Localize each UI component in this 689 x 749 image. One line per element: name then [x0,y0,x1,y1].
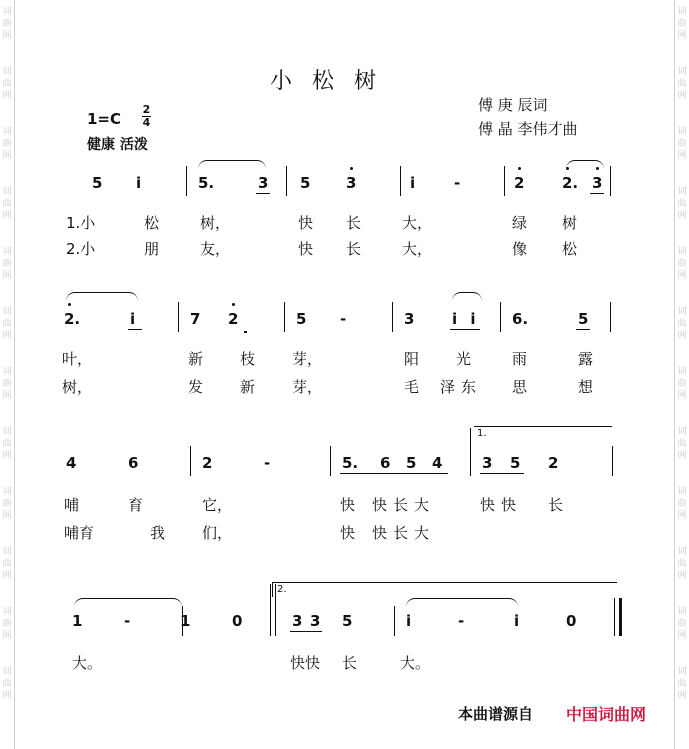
lyric: 长 [346,214,362,232]
note: 2 [548,454,559,472]
lyric: 2.小 [66,240,96,258]
barline [394,606,395,636]
watermark-text: 词曲网 [2,547,12,581]
note: 0 [232,612,243,630]
note: 4 [66,454,77,472]
watermark-text: 词曲网 [677,247,687,281]
octave-dot [232,303,235,306]
site-link[interactable]: 中国词曲网 [566,705,647,724]
lyric: 绿 [512,214,528,232]
lyric: 哺 [64,496,80,514]
lyric: 新 [240,378,256,396]
lyric: 快 [298,214,314,232]
note: 7 [190,310,201,328]
watermark-text: 词曲网 [2,427,12,461]
note: 3 [482,454,493,472]
lyric: 叶， [62,350,93,368]
barline [470,428,471,476]
lyric: 育 [128,496,144,514]
lyric: 大。 [400,654,431,672]
second-ending-bracket [272,582,617,597]
lyric: 松 [144,214,160,232]
lyric: 快 [340,496,356,514]
barline [610,302,611,332]
watermark-text: 词曲网 [677,127,687,161]
watermark-text: 词曲网 [677,607,687,641]
lyric: 树， [62,378,93,396]
tie [66,292,138,301]
note: 0 [566,612,577,630]
lyric: 树， [200,214,231,232]
time-signature: 2 4 [142,103,151,129]
lyric: 像 [512,240,528,258]
octave-dot [68,303,71,306]
lyric: 泽东 [440,378,483,396]
octave-dot [566,167,569,170]
note: 3 [310,612,321,630]
lyric: 雨 [512,350,528,368]
tie [406,598,518,607]
lyric: 芽， [292,350,323,368]
note: 6 [128,454,139,472]
lyric: 树 [562,214,578,232]
lyric: 枝 [240,350,256,368]
slur [452,292,482,301]
note: i [406,612,412,630]
lyric: 快快 [480,496,523,514]
lyric: 光 [456,350,472,368]
lyric: 快 [340,524,356,542]
watermark-text: 词曲网 [677,187,687,221]
lyric: 长 [342,654,358,672]
barline [612,446,613,476]
note: i [410,174,416,192]
lyric: 我 [150,524,166,542]
lyric: 友， [200,240,231,258]
lyric: 它， [202,496,233,514]
lyric: 长 [346,240,362,258]
underline [256,193,270,194]
watermark-text: 词曲网 [2,187,12,221]
barline [190,446,191,476]
note: 5 [300,174,311,192]
left-watermark-strip [0,0,15,749]
watermark-text: 词曲网 [2,127,12,161]
lyric: 快长大 [372,524,436,542]
barline [610,166,611,196]
note: 3 [346,174,357,192]
note-pair: i i [452,310,480,328]
watermark-text: 词曲网 [677,7,687,41]
barline [284,302,285,332]
note: i [514,612,520,630]
watermark-text: 词曲网 [2,307,12,341]
note: 6. [512,310,529,328]
note: - [458,612,465,630]
phrase-mark [244,331,247,333]
first-ending-number: 1. [477,428,487,439]
barline [500,302,501,332]
watermark-text: 词曲网 [2,667,12,701]
note: 1 [72,612,83,630]
lyric: 快长大 [372,496,436,514]
tempo-marking: 健康 活泼 [87,137,148,153]
lyric: 快快 [290,654,321,672]
final-barline-thick [619,598,622,636]
underline [576,329,590,330]
underline [480,473,524,474]
note: 3 [292,612,303,630]
underline [450,329,480,330]
note: 5 [510,454,521,472]
watermark-text: 词曲网 [677,547,687,581]
underline [128,329,142,330]
lyric: 1.小 [66,214,96,232]
note: 2. [64,310,81,328]
lyric: 大， [402,214,433,232]
lyric: 芽， [292,378,323,396]
lyric: 快 [298,240,314,258]
second-ending-number: 2. [277,584,287,595]
lyric: 们， [202,524,233,542]
note: i [136,174,142,192]
note: - [454,174,461,192]
lyric: 毛 [404,378,420,396]
note: 6 [380,454,391,472]
lyricist-credit: 傅 庚 辰词 [478,96,548,114]
barline [392,302,393,332]
note: 2 [514,174,525,192]
lyric: 大。 [72,654,103,672]
lyric: 长 [548,496,564,514]
note: 3 [404,310,415,328]
watermark-text: 词曲网 [2,367,12,401]
watermark-text: 词曲网 [677,667,687,701]
octave-dot [596,167,599,170]
watermark-text: 词曲网 [677,67,687,101]
note: - [264,454,271,472]
lyric: 大， [402,240,433,258]
watermark-text: 词曲网 [2,487,12,521]
watermark-text: 词曲网 [677,307,687,341]
note: 5. [198,174,215,192]
lyric: 朋 [144,240,160,258]
lyric: 哺育 [64,524,95,542]
note: 1 [180,612,191,630]
note: 5 [92,174,103,192]
final-barline [614,598,615,636]
first-ending-bracket [474,426,612,441]
barline [186,166,187,196]
watermark-text: 词曲网 [677,487,687,521]
barline [400,166,401,196]
barline [178,302,179,332]
key-signature: 1=C [87,110,122,128]
note: 5 [296,310,307,328]
note: 2. [562,174,579,192]
note: 3 [592,174,603,192]
lyric: 发 [188,378,204,396]
barline [330,446,331,476]
octave-dot [350,167,353,170]
watermark-text: 词曲网 [677,367,687,401]
watermark-text: 词曲网 [677,427,687,461]
watermark-text: 词曲网 [2,7,12,41]
note: 4 [432,454,443,472]
source-label: 本曲谱源自 [458,705,534,723]
underline [340,473,448,474]
note: 2 [228,310,239,328]
lyric: 露 [578,350,594,368]
watermark-text: 词曲网 [2,247,12,281]
tie [198,160,266,169]
watermark-text: 词曲网 [2,67,12,101]
note: i [130,310,136,328]
note: 5 [342,612,353,630]
note: 5 [406,454,417,472]
note: 5 [578,310,589,328]
barline [286,166,287,196]
note: - [340,310,347,328]
note: 2 [202,454,213,472]
underline [290,631,322,632]
composer-credit: 傅 晶 李伟才曲 [478,120,578,138]
note: 3 [258,174,269,192]
tie [74,598,182,607]
watermark-text: 词曲网 [2,607,12,641]
right-watermark-strip [674,0,689,749]
note: - [124,612,131,630]
note: 5. [342,454,359,472]
song-title: 小松树 [270,69,397,94]
lyric: 阳 [404,350,420,368]
octave-dot [518,167,521,170]
underline [590,193,604,194]
lyric: 想 [578,378,594,396]
barline [504,166,505,196]
lyric: 思 [512,378,528,396]
lyric: 新 [188,350,204,368]
lyric: 松 [562,240,578,258]
